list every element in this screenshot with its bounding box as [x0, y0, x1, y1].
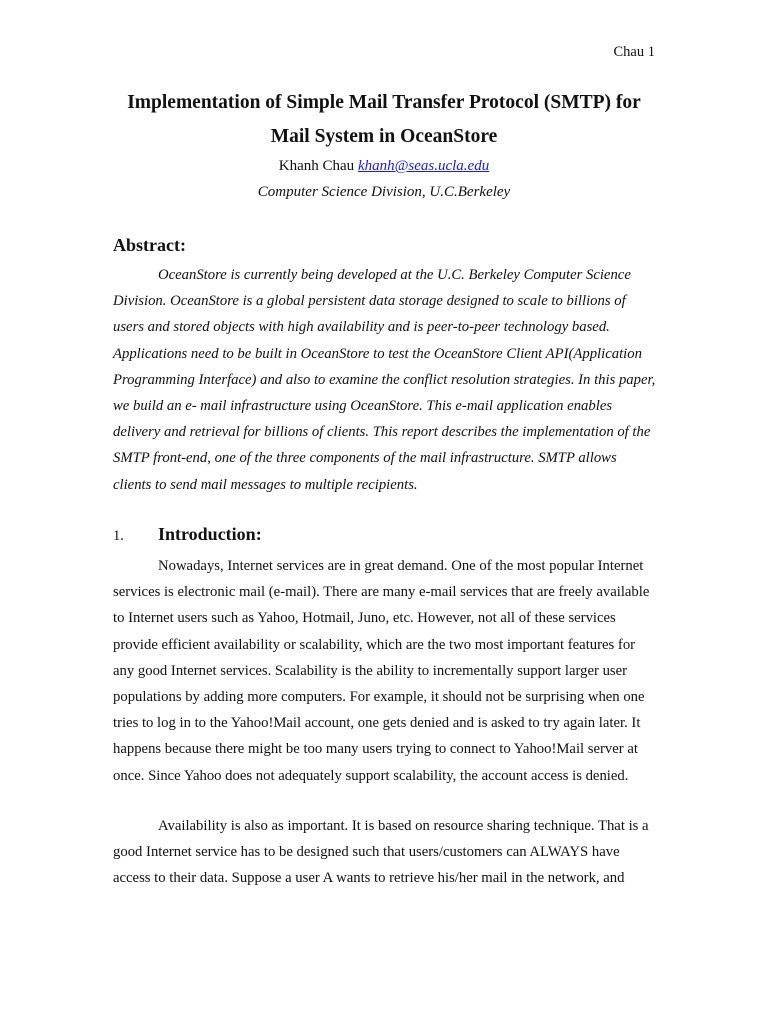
author-affiliation: Computer Science Division, U.C.Berkeley — [257, 184, 511, 200]
abstract-heading: Abstract: — [113, 235, 186, 255]
abstract-paragraph — [113, 262, 658, 498]
intro-paragraph-2 — [113, 813, 658, 892]
section-number: 1. — [113, 528, 124, 544]
intro-paragraph-1 — [113, 553, 658, 789]
author-line — [60, 158, 708, 175]
author-email-link[interactable]: khanh@seas.ucla.edu — [357, 158, 490, 174]
running-head: Chau 1 — [613, 44, 655, 60]
title-line-1: Implementation of Simple Mail Transfer Protocol (SMTP) for — [127, 92, 641, 113]
paper-title — [60, 86, 708, 154]
title-line-2: Mail System in OceanStore — [270, 126, 498, 147]
intro-paragraph-2-text: Availability is also as important. It is based on resource sharing technique. That is a good Internet service has to be designed such that users/customers can ALWAYS have access to their data. Suppose a user A wants to retrieve his/her mail in the network, and — [113, 818, 649, 887]
abstract-text: OceanStore is currently being developed at the U.C. Berkeley Computer Science Division. OceanStore is a global persistent data storage designed to scale to billions of users and stored objects with high availability and is peer-to-peer technology based. Applications need to be built in OceanStore to test the OceanStore Client API(Application Programming Interface) and also to examine the conflict resolution strategies. In this paper, we build an e- mail infrastructure using OceanStore. This e-mail application enables delivery and retrieval for billions of clients. This report describes the implementation of the SMTP front-end, one of the three components of the mail infrastructure. SMTP allows clients to send mail messages to multiple recipients. — [113, 267, 656, 493]
intro-paragraph-1-text: Nowadays, Internet services are in great demand. One of the most popular Internet services is electronic mail (e-mail). There are many e-mail services that are freely available to Internet users such as Yahoo, Hotmail, Juno, etc. However, not all of these services provide efficient availability or scalability, which are the two most important features for any good Internet services. Scalability is the ability to incrementally support larger user populations by adding more computers. For example, it should not be surprising when one tries to log in to the Yahoo!Mail account, one gets denied and is asked to try again later. It happens because there might be too many users trying to connect to Yahoo!Mail server at once. Since Yahoo does not adequately support scalability, the account access is denied. — [113, 558, 650, 784]
section-heading-introduction — [113, 524, 262, 545]
author-name: Khanh Chau — [278, 158, 355, 174]
section-title: Introduction: — [158, 524, 262, 544]
